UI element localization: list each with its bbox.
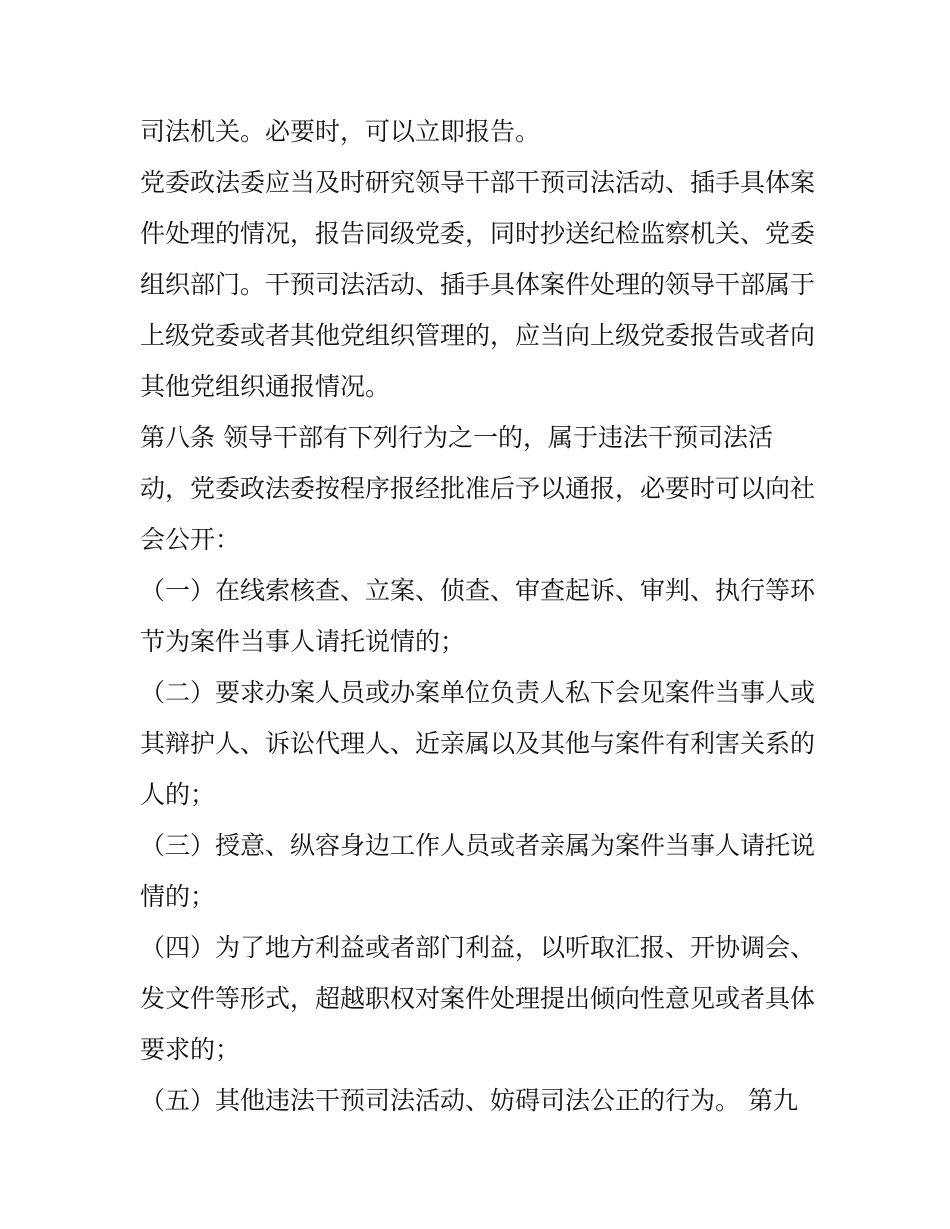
text-line: 其他党组织通报情况。	[140, 372, 391, 401]
text-line: 动，党委政法委按程序报经批准后予以通报，必要时可以向社	[140, 474, 816, 503]
text-line: 节为案件当事人请托说情的；	[140, 627, 466, 656]
text-line: 其辩护人、诉讼代理人、近亲属以及其他与案件有利害关系的	[140, 729, 816, 758]
text-line: 发文件等形式，超越职权对案件处理提出倾向性意见或者具体	[140, 984, 816, 1013]
text-line: 党委政法委应当及时研究领导干部干预司法活动、插手具体案	[140, 168, 816, 197]
text-line: 人的；	[140, 780, 216, 809]
text-line: （五）其他违法干预司法活动、妨碍司法公正的行为。 第九	[140, 1086, 798, 1115]
document-body	[140, 106, 820, 1126]
text-line: （二）要求办案人员或办案单位负责人私下会见案件当事人或	[140, 678, 816, 707]
text-line: 司法机关。必要时，可以立即报告。	[140, 117, 541, 146]
text-line: 件处理的情况，报告同级党委，同时抄送纪检监察机关、党委	[140, 219, 816, 248]
text-line: （一）在线索核查、立案、侦查、审查起诉、审判、执行等环	[140, 576, 816, 605]
text-line: 情的；	[140, 882, 216, 911]
text-line: 会公开：	[140, 525, 241, 554]
text-line: 上级党委或者其他党组织管理的，应当向上级党委报告或者向	[140, 321, 816, 350]
text-line: 要求的；	[140, 1035, 241, 1064]
text-line: 第八条 领导干部有下列行为之一的，属于违法干预司法活	[140, 423, 773, 452]
text-line: 组织部门。干预司法活动、插手具体案件处理的领导干部属于	[140, 270, 816, 299]
text-line: （四）为了地方利益或者部门利益，以听取汇报、开协调会、	[140, 933, 816, 962]
text-line: （三）授意、纵容身边工作人员或者亲属为案件当事人请托说	[140, 831, 816, 860]
